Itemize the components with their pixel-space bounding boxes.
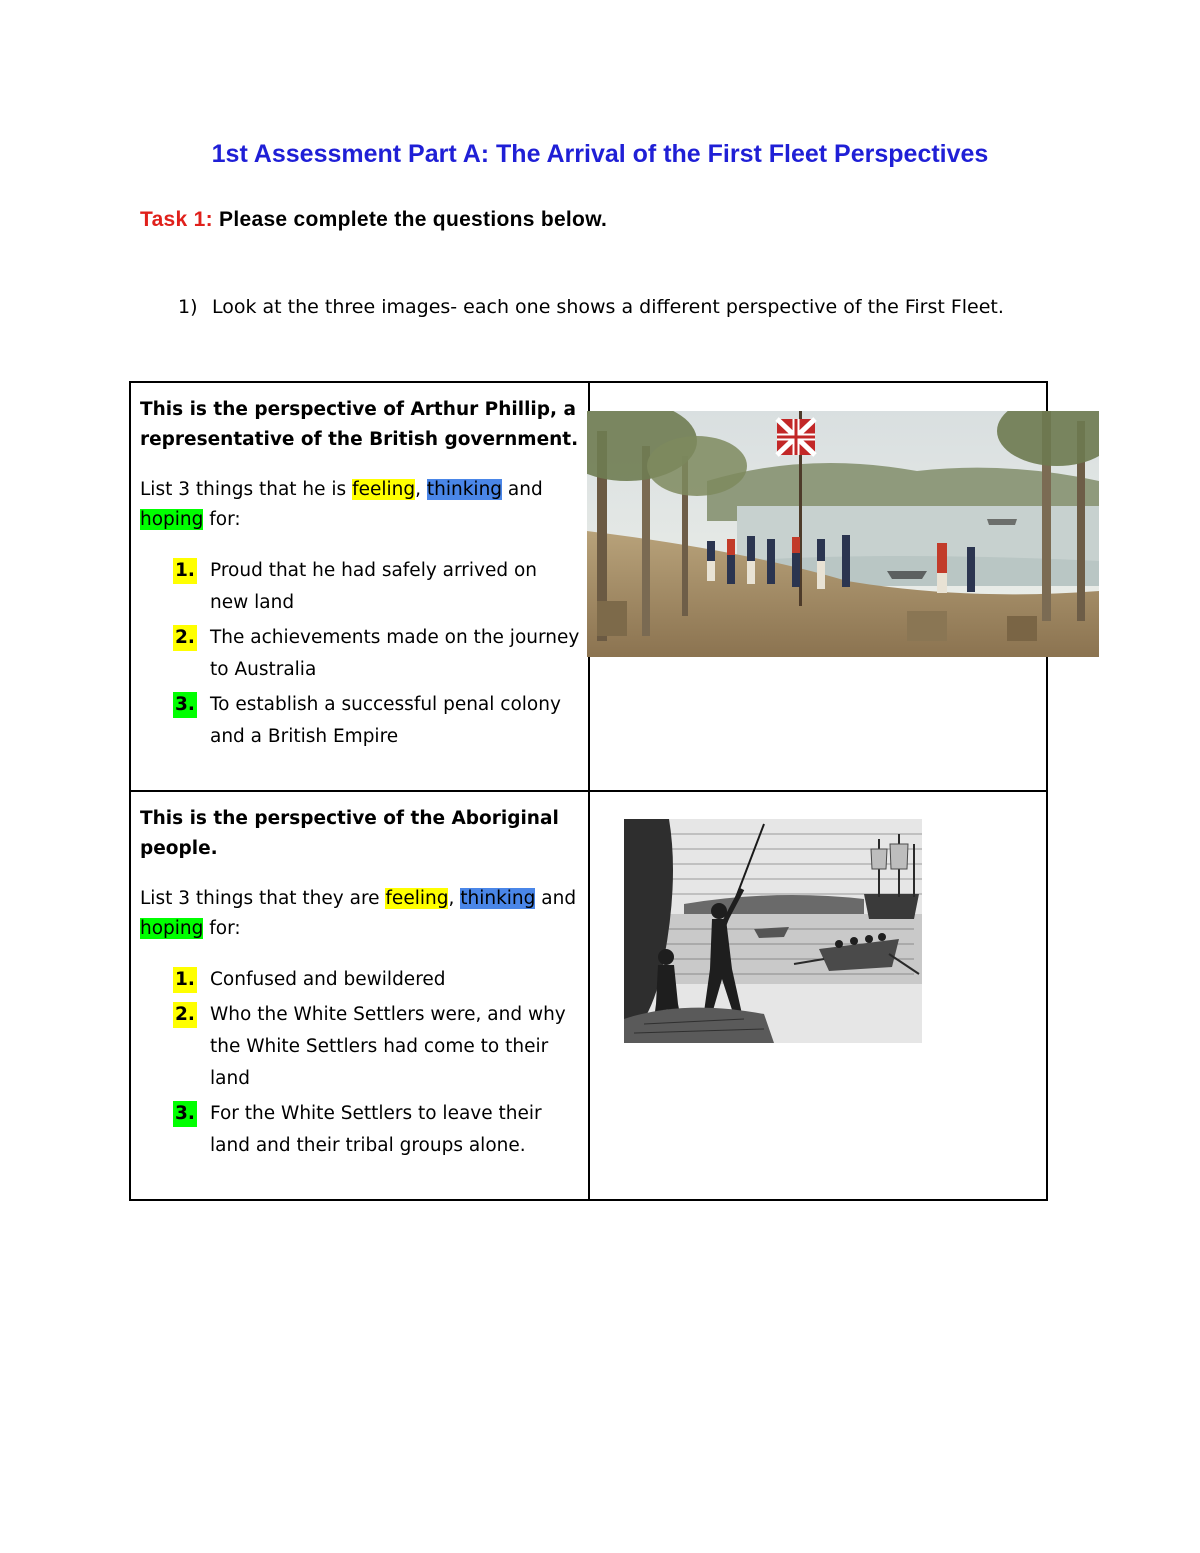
table-row-divider xyxy=(129,790,1048,792)
list-item xyxy=(140,1098,580,1162)
document-title: 1st Assessment Part A: The Arrival of the First Fleet Perspectives xyxy=(211,140,989,168)
list-item xyxy=(140,622,580,686)
perspective-heading: This is the perspective of Arthur Phillip, a representative of the British government. xyxy=(140,399,579,450)
task-label: Task 1: xyxy=(140,208,213,231)
prompt-comma: , xyxy=(448,888,461,909)
highlight-feeling: feeling xyxy=(352,479,416,500)
flag-raising-painting xyxy=(587,411,1099,657)
list-item-text: For the White Settlers to leave their land and their tribal groups alone. xyxy=(210,1103,542,1156)
prompt-start: List 3 things that they are xyxy=(140,888,386,909)
task-instruction xyxy=(140,208,607,232)
highlight-thinking: thinking xyxy=(426,479,503,500)
perspective-prompt xyxy=(140,884,580,944)
list-item-text: To establish a successful penal colony and a British Empire xyxy=(210,694,561,747)
list-item-number: 3. xyxy=(173,692,197,718)
question-1 xyxy=(178,296,1004,318)
perspective-cell-aboriginal xyxy=(140,804,580,1165)
list-item xyxy=(140,689,580,753)
prompt-comma: , xyxy=(415,479,427,500)
list-item-number: 2. xyxy=(173,1002,197,1028)
list-item-text: Who the White Settlers were, and why the White Settlers had come to their land xyxy=(210,1004,566,1089)
perspective-cell-phillip xyxy=(140,395,580,756)
highlight-feeling: feeling xyxy=(385,888,449,909)
list-item-text: The achievements made on the journey to Australia xyxy=(210,627,580,680)
task-text: Please complete the questions below. xyxy=(212,208,608,231)
prompt-for: for: xyxy=(203,509,241,530)
list-item-number: 1. xyxy=(173,967,197,993)
perspective-heading: This is the perspective of the Aboriginal people. xyxy=(140,808,559,859)
prompt-start: List 3 things that he is xyxy=(140,479,353,500)
question-1-text: Look at the three images- each one shows a different perspective of the First Fleet. xyxy=(212,296,1004,318)
perspective-prompt xyxy=(140,475,580,535)
list-item-text: Proud that he had safely arrived on new land xyxy=(210,560,538,613)
prompt-for: for: xyxy=(203,918,241,939)
list-item xyxy=(140,555,580,619)
list-item xyxy=(140,964,580,996)
list-item-number: 3. xyxy=(173,1101,197,1127)
prompt-and: and xyxy=(502,479,543,500)
list-item xyxy=(140,999,580,1095)
answer-list xyxy=(140,555,580,753)
highlight-hoping: hoping xyxy=(140,509,204,530)
highlight-thinking: thinking xyxy=(460,888,536,909)
aboriginal-engraving xyxy=(624,819,922,1043)
list-item-text: Confused and bewildered xyxy=(210,969,446,990)
highlight-hoping: hoping xyxy=(140,918,204,939)
question-1-number: 1) xyxy=(178,296,198,318)
list-item-number: 2. xyxy=(173,625,197,651)
list-item-number: 1. xyxy=(173,558,197,584)
answer-list xyxy=(140,964,580,1162)
prompt-and: and xyxy=(535,888,577,909)
